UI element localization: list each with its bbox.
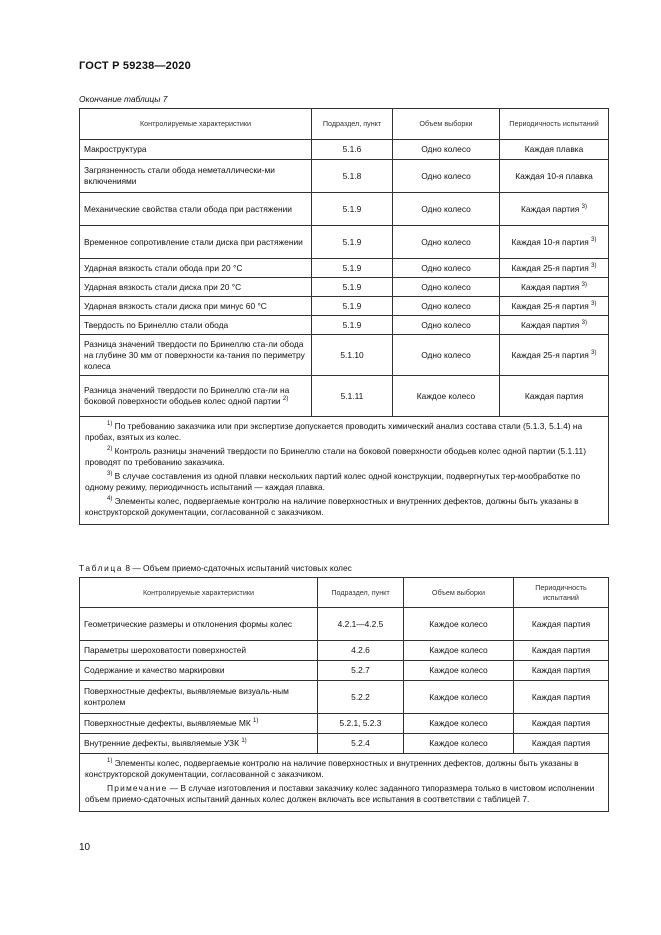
clause-cell-text: 4.2.6	[351, 645, 370, 655]
table-row	[80, 278, 609, 297]
periodicity-cell	[500, 160, 609, 193]
sample-size-cell	[393, 160, 500, 193]
table-row	[80, 316, 609, 335]
footnote	[85, 421, 603, 443]
footnote-mark: 1)	[107, 421, 113, 427]
table-row	[80, 259, 609, 278]
periodicity-cell	[514, 734, 609, 754]
clause-cell	[312, 259, 393, 278]
periodicity-cell-text: Каждая партия	[531, 691, 591, 702]
characteristic-cell-text: Ударная вязкость стали обода при 20 °С	[84, 262, 243, 273]
clause-cell	[312, 278, 393, 297]
sample-size-cell	[393, 193, 500, 226]
clause-cell	[312, 160, 393, 193]
characteristic-cell	[80, 316, 312, 335]
sample-size-cell	[404, 714, 514, 734]
table8-caption-text: 8 — Объем приемо-сдаточных испытаний чистовых колес	[123, 563, 352, 573]
clause-cell	[318, 661, 404, 681]
periodicity-cell-text: Каждая партия	[531, 738, 591, 748]
sample-size-cell	[393, 335, 500, 376]
periodicity-cell-text: Каждая 10-я плавка	[515, 170, 593, 181]
table8-notes-row	[80, 754, 609, 812]
column-header: Объем выборки	[404, 578, 514, 608]
characteristic-cell	[80, 734, 318, 754]
characteristic-cell	[80, 608, 318, 641]
footnote-reference: 3)	[591, 236, 597, 243]
sample-size-cell	[404, 661, 514, 681]
periodicity-cell-text: Каждая партия	[531, 665, 591, 675]
clause-cell-text: 5.1.9	[342, 236, 362, 247]
periodicity-cell-text: Каждая 10-я партия	[511, 236, 589, 247]
periodicity-cell	[500, 376, 609, 417]
sample-size-cell-text: Одно колесо	[421, 144, 471, 154]
characteristic-cell-text: Геометрические размеры и отклонения формы колес	[84, 618, 293, 629]
characteristic-cell	[80, 160, 312, 193]
periodicity-cell	[500, 193, 609, 226]
characteristic-cell	[80, 259, 312, 278]
periodicity-cell	[500, 297, 609, 316]
clause-cell	[312, 376, 393, 417]
periodicity-cell-text: Каждая партия	[524, 390, 584, 401]
clause-cell-text: 4.2.1—4.2.5	[337, 618, 384, 629]
periodicity-cell-text: Каждая 25-я партия	[511, 300, 589, 311]
footnote	[85, 471, 603, 493]
column-header: Подраздел, пункт	[318, 578, 404, 608]
table-row	[80, 376, 609, 417]
characteristic-cell-text: Поверхностные дефекты, выявляемые визуаль-ным контролем	[84, 686, 289, 707]
clause-cell-text: 5.1.9	[342, 300, 362, 311]
periodicity-cell	[500, 335, 609, 376]
clause-cell-text: 5.1.9	[342, 319, 362, 330]
periodicity-cell	[514, 661, 609, 681]
clause-cell	[312, 226, 393, 259]
periodicity-cell	[514, 608, 609, 641]
footnote-text: Элементы колес, подвергаемые контролю на наличие поверхностных и внутренних дефектов, должны быть указаны в конструкторской документации, согласованной с заказчиком.	[85, 496, 579, 517]
footnote-mark: 4)	[107, 496, 113, 502]
characteristic-cell	[80, 376, 312, 417]
periodicity-cell	[514, 681, 609, 714]
clause-cell-text: 5.2.4	[351, 738, 370, 748]
sample-size-cell-text: Каждое колесо	[429, 665, 488, 675]
clause-cell-text: 5.1.9	[342, 281, 362, 292]
characteristic-cell-text: Содержание и качество маркировки	[84, 665, 225, 675]
table-row	[80, 297, 609, 316]
periodicity-cell	[514, 714, 609, 734]
clause-cell	[318, 641, 404, 661]
characteristic-cell	[80, 278, 312, 297]
clause-cell-text: 5.1.9	[342, 203, 362, 214]
characteristic-cell	[80, 226, 312, 259]
characteristic-cell	[80, 335, 312, 376]
sample-size-cell	[404, 681, 514, 714]
sample-size-cell	[393, 226, 500, 259]
footnote	[85, 496, 603, 518]
table-row	[80, 661, 609, 681]
table8-header-row	[80, 578, 609, 608]
sample-size-cell-text: Одно колесо	[421, 349, 471, 360]
table-row	[80, 193, 609, 226]
clause-cell	[318, 734, 404, 754]
characteristic-cell-text: Ударная вязкость стали диска при 20 °С	[84, 281, 242, 292]
clause-cell	[312, 193, 393, 226]
sample-size-cell-text: Одно колесо	[421, 262, 471, 273]
periodicity-cell-text: Каждая партия	[521, 281, 580, 292]
characteristic-cell-text: Твердость по Бринеллю стали обода	[84, 319, 229, 330]
table8-notes	[80, 754, 609, 812]
periodicity-cell	[514, 641, 609, 661]
sample-size-cell-text: Одно колесо	[421, 236, 471, 247]
periodicity-cell-text: Каждая партия	[531, 618, 591, 629]
footnote-reference: 3)	[591, 349, 597, 356]
column-header: Контролируемые характеристики	[80, 578, 318, 608]
characteristic-cell	[80, 661, 318, 681]
periodicity-cell	[500, 259, 609, 278]
sample-size-cell	[393, 376, 500, 417]
periodicity-cell-text: Каждая 25-я партия	[511, 262, 589, 273]
column-header: Контролируемые характеристики	[80, 109, 312, 140]
table8-caption-prefix: Таблица	[79, 563, 124, 573]
characteristic-cell	[80, 297, 312, 316]
characteristic-cell	[80, 140, 312, 160]
sample-size-cell-text: Каждое колесо	[429, 618, 488, 629]
footnote-reference: 1)	[241, 738, 247, 744]
footnote-mark: 2)	[107, 446, 113, 452]
page-number: 10	[79, 842, 91, 853]
footnote-reference: 3)	[581, 203, 587, 210]
clause-cell	[312, 140, 393, 160]
characteristic-cell-text: Механические свойства стали обода при растяжении	[84, 203, 292, 214]
sample-size-cell	[404, 734, 514, 754]
characteristic-cell	[80, 193, 312, 226]
table-row	[80, 335, 609, 376]
table-8	[79, 577, 609, 812]
footnote-reference: 3)	[581, 319, 587, 326]
characteristic-cell-text: Параметры шероховатости поверхностей	[84, 645, 247, 655]
footnote-text: По требованию заказчика или при экспертизе допускается проводить химический анализ состава стали (5.1.3, 5.1.4) на пробах, взятых из колес.	[85, 421, 583, 442]
table7-footnotes	[80, 417, 609, 525]
table-7	[79, 108, 609, 525]
sample-size-cell	[393, 278, 500, 297]
footnote	[85, 446, 603, 468]
sample-size-cell	[393, 316, 500, 335]
column-header: Подраздел, пункт	[312, 109, 393, 140]
clause-cell-text: 5.2.7	[351, 665, 370, 675]
document-code: ГОСТ Р 59238—2020	[79, 60, 191, 72]
characteristic-cell-text: Внутренние дефекты, выявляемые УЗК	[84, 738, 239, 748]
clause-cell-text: 5.1.8	[342, 170, 362, 181]
table-row	[80, 140, 609, 160]
table-row	[80, 681, 609, 714]
characteristic-cell	[80, 714, 318, 734]
table7-footnotes-row	[80, 417, 609, 525]
table-row	[80, 734, 609, 754]
characteristic-cell-text: Макроструктура	[84, 144, 147, 154]
clause-cell-text: 5.2.1, 5.2.3	[339, 718, 382, 728]
footnote-reference: 1)	[253, 718, 259, 724]
clause-cell-text: 5.1.9	[342, 262, 362, 273]
footnote-reference: 3)	[591, 262, 597, 269]
characteristic-cell-text: Разница значений твердости по Бринеллю ста-ли на боковой поверхности ободьев колес одной партии	[84, 385, 290, 406]
sample-size-cell-text: Одно колесо	[421, 300, 471, 311]
clause-cell	[312, 297, 393, 316]
characteristic-cell	[80, 641, 318, 661]
clause-cell	[318, 681, 404, 714]
note	[85, 783, 603, 805]
periodicity-cell-text: Каждая партия	[531, 718, 591, 728]
characteristic-cell	[80, 681, 318, 714]
periodicity-cell	[500, 226, 609, 259]
table-row	[80, 160, 609, 193]
footnote-text: В случае составления из одной плавки нескольких партий колес одной конструкции, подвергнутых тер-мообработке по одному режиму, периодичность испытаний — каждая плавка.	[85, 471, 581, 492]
characteristic-cell-text: Временное сопротивление стали диска при растяжении	[84, 236, 303, 247]
periodicity-cell	[500, 316, 609, 335]
periodicity-cell-text: Каждая партия	[521, 203, 580, 214]
periodicity-cell	[500, 140, 609, 160]
footnote-text: Элементы колес, подвергаемые контролю на наличие поверхностных и внутренних дефектов, должны быть указаны в конструкторской документации, согласованной с заказчиком.	[85, 758, 579, 779]
column-header: Объем выборки	[393, 109, 500, 140]
note-text: — В случае изготовления и поставки заказчику колес заданного типоразмера только в чистовом исполнении объем приемо-сдаточных испытаний данных колес должен включать все испытания в соответствии с таблицей 7.	[85, 783, 595, 804]
characteristic-cell-text: Ударная вязкость стали диска при минус 60 °С	[84, 300, 267, 311]
characteristic-cell-text: Поверхностные дефекты, выявляемые МК	[84, 718, 251, 728]
table7-header-row	[80, 109, 609, 140]
column-header: Периодичность испытаний	[500, 109, 609, 140]
periodicity-cell-text: Каждая партия	[521, 319, 580, 330]
table-row	[80, 714, 609, 734]
sample-size-cell-text: Одно колесо	[421, 170, 471, 181]
footnote-text: Контроль разницы значений твердости по Бринеллю стали на боковой поверхности ободьев колес одной партии (5.1.11) проводят по требованию заказчика.	[85, 446, 586, 467]
table7-caption: Окончание таблицы 7	[79, 94, 168, 104]
table-row	[80, 641, 609, 661]
characteristic-cell-text: Загрязненность стали обода неметаллически-ми включениями	[84, 165, 275, 186]
footnote-reference: 2)	[282, 396, 289, 402]
clause-cell	[312, 316, 393, 335]
sample-size-cell-text: Одно колесо	[421, 281, 471, 292]
sample-size-cell	[393, 140, 500, 160]
sample-size-cell-text: Одно колесо	[421, 203, 471, 214]
sample-size-cell	[404, 608, 514, 641]
column-header: Периодичность испытаний	[514, 578, 609, 608]
periodicity-cell	[500, 278, 609, 297]
clause-cell-text: 5.1.10	[340, 349, 364, 360]
sample-size-cell-text: Одно колесо	[421, 319, 471, 330]
sample-size-cell	[393, 297, 500, 316]
clause-cell	[318, 714, 404, 734]
clause-cell-text: 5.1.6	[342, 144, 362, 154]
table-row	[80, 226, 609, 259]
sample-size-cell	[393, 259, 500, 278]
footnote-reference: 3)	[581, 281, 587, 288]
footnote-reference: 3)	[591, 300, 597, 307]
clause-cell-text: 5.2.2	[351, 691, 370, 702]
sample-size-cell	[404, 641, 514, 661]
characteristic-cell-text: Разница значений твердости по Бринеллю ста-ли обода на глубине 30 мм от поверхности ка-тания по периметру колеса	[84, 338, 305, 371]
periodicity-cell-text: Каждая партия	[531, 645, 591, 655]
sample-size-cell-text: Каждое колесо	[429, 691, 488, 702]
clause-cell	[312, 335, 393, 376]
sample-size-cell-text: Каждое колесо	[429, 738, 488, 748]
periodicity-cell-text: Каждая 25-я партия	[511, 349, 589, 360]
clause-cell	[318, 608, 404, 641]
sample-size-cell-text: Каждое колесо	[416, 390, 476, 401]
periodicity-cell-text: Каждая плавка	[524, 144, 584, 154]
note-label: Примечание	[107, 783, 168, 793]
footnote-mark: 1)	[107, 758, 113, 764]
sample-size-cell-text: Каждое колесо	[429, 718, 488, 728]
footnote	[85, 758, 603, 780]
table-row	[80, 608, 609, 641]
clause-cell-text: 5.1.11	[340, 390, 364, 401]
table8-caption	[79, 563, 352, 573]
footnote-mark: 3)	[107, 471, 113, 477]
sample-size-cell-text: Каждое колесо	[429, 645, 488, 655]
